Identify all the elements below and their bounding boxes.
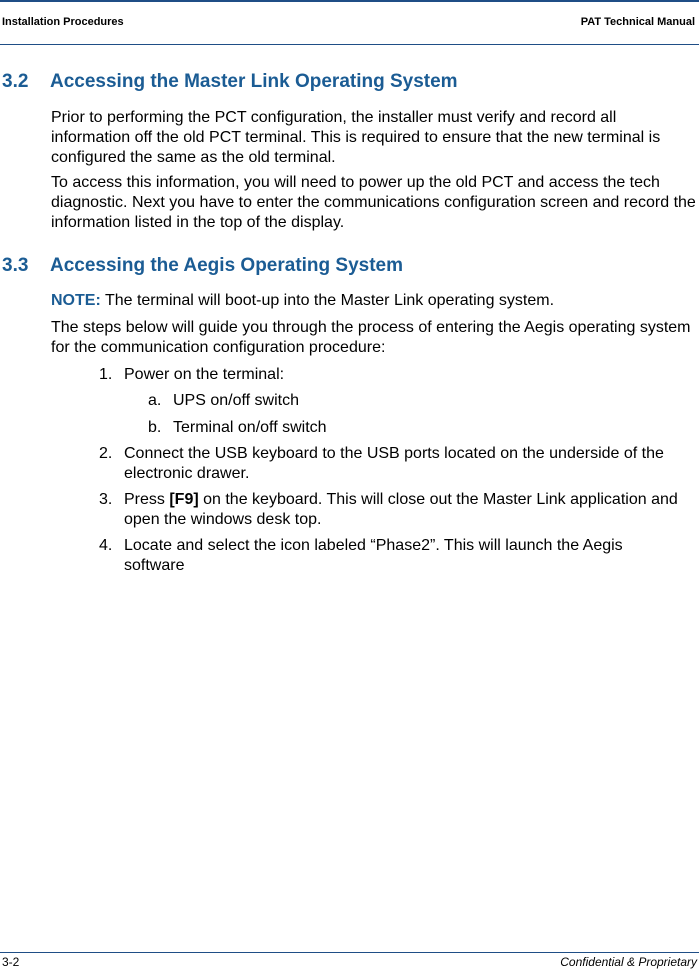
- list-item: [99, 536, 696, 576]
- f9-key-label: [F9]: [169, 491, 199, 508]
- list-item: [99, 365, 696, 385]
- note-label: NOTE:: [51, 292, 101, 309]
- list-item: [99, 490, 696, 530]
- substep-text: UPS on/off switch: [173, 392, 299, 409]
- top-border: [0, 0, 699, 2]
- substep-letter: a.: [148, 392, 162, 409]
- step-text: Connect the USB keyboard to the USB ports located on the underside of the electronic drawer.: [124, 445, 664, 482]
- note-paragraph: [51, 291, 696, 311]
- substep-text: Terminal on/off switch: [173, 419, 327, 436]
- step-number: 1.: [99, 366, 113, 383]
- section-3-3-heading: [2, 255, 403, 277]
- step-text-after: on the keyboard. This will close out the Master Link application and open the windows desk top.: [124, 491, 678, 528]
- substep-letter: b.: [148, 419, 162, 436]
- page-number: 3-2: [2, 955, 20, 969]
- list-item: [148, 418, 696, 438]
- step-text: Locate and select the icon labeled “Phase2”. This will launch the Aegis software: [124, 537, 623, 574]
- header-left-title: Installation Procedures: [2, 16, 124, 28]
- section-title: Accessing the Aegis Operating System: [50, 255, 404, 276]
- section-3-2-heading: [2, 71, 458, 93]
- list-item: [148, 391, 696, 411]
- footer-rule: [0, 952, 699, 953]
- step-text: [124, 490, 696, 530]
- header-rule: [0, 44, 699, 45]
- step-number: 2.: [99, 445, 113, 462]
- step-text: Power on the terminal:: [124, 366, 285, 383]
- section-3-2-paragraph-2: To access this information, you will need to power up the old PCT and access the tech diagnostic. Next you have to enter the communications configuration screen and record the information listed in the top of the display.: [51, 174, 696, 231]
- step-text-before: Press: [124, 491, 170, 508]
- list-item: [99, 444, 696, 484]
- confidentiality-notice: Confidential & Proprietary: [560, 955, 697, 969]
- step-number: 3.: [99, 491, 113, 508]
- section-number: 3.3: [2, 255, 29, 276]
- section-title: Accessing the Master Link Operating System: [50, 71, 458, 92]
- section-3-2-paragraph-1: Prior to performing the PCT configuration, the installer must verify and record all information off the old PCT terminal. This is required to ensure that the new terminal is configured the same as the old terminal.: [51, 109, 661, 166]
- note-text: The terminal will boot-up into the Master Link operating system.: [100, 292, 555, 309]
- section-number: 3.2: [2, 71, 29, 92]
- step-number: 4.: [99, 537, 113, 554]
- steps-intro: The steps below will guide you through the process of entering the Aegis operating system for the communication configuration procedure:: [51, 319, 691, 356]
- header-right-title: PAT Technical Manual: [580, 16, 695, 28]
